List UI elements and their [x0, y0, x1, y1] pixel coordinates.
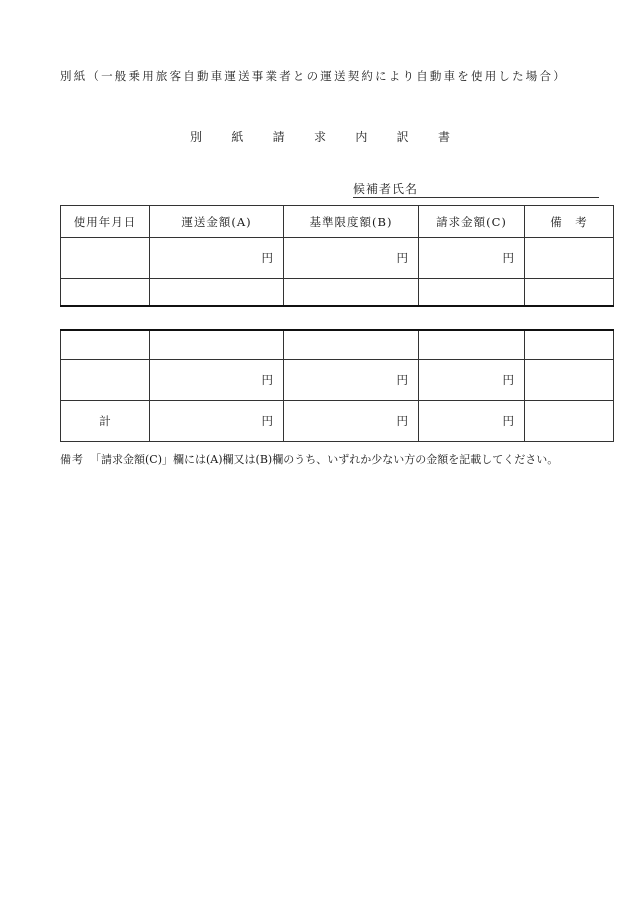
date-cell[interactable]	[61, 238, 150, 279]
title-char: 内	[355, 130, 368, 144]
claim-c-cell[interactable]	[419, 279, 525, 307]
yen-unit: 円	[502, 251, 514, 265]
title-char: 書	[437, 130, 450, 144]
date-cell[interactable]	[61, 330, 150, 360]
limit-b-cell[interactable]	[284, 360, 419, 401]
expense-table-bottom	[60, 329, 614, 442]
limit-b-cell[interactable]	[284, 330, 419, 360]
document-header: 別紙（一般乗用旅客自動車運送事業者との運送契約により自動車を使用した場合）	[60, 69, 567, 83]
claim-c-cell[interactable]	[419, 238, 525, 279]
column-header-date: 使用年月日	[61, 206, 150, 238]
yen-unit: 円	[502, 414, 514, 428]
notes-cell[interactable]	[525, 279, 614, 307]
column-header-fare-a: 運送金額(A)	[150, 206, 284, 238]
total-notes-cell[interactable]	[525, 401, 614, 442]
yen-unit: 円	[261, 251, 273, 265]
title-char: 紙	[231, 130, 244, 144]
total-fare-a-cell[interactable]	[150, 401, 284, 442]
title-char: 訳	[396, 130, 409, 144]
candidate-name-field[interactable]	[353, 180, 599, 198]
expense-table-top	[60, 205, 614, 307]
table-row	[61, 238, 614, 279]
claim-c-cell[interactable]	[419, 360, 525, 401]
notes-cell[interactable]	[525, 330, 614, 360]
table-row	[61, 330, 614, 360]
table-row	[61, 279, 614, 307]
fare-a-cell[interactable]	[150, 279, 284, 307]
yen-unit: 円	[502, 373, 514, 387]
document-title	[190, 128, 450, 145]
candidate-name-label: 候補者氏名	[353, 182, 419, 196]
yen-unit: 円	[396, 251, 408, 265]
yen-unit: 円	[396, 414, 408, 428]
title-char: 請	[272, 130, 285, 144]
fare-a-cell[interactable]	[150, 238, 284, 279]
total-label: 計	[61, 401, 150, 442]
claim-c-cell[interactable]	[419, 330, 525, 360]
yen-unit: 円	[396, 373, 408, 387]
yen-unit: 円	[261, 373, 273, 387]
total-limit-b-cell[interactable]	[284, 401, 419, 442]
column-header-claim-c: 請求金額(C)	[419, 206, 525, 238]
total-claim-c-cell[interactable]	[419, 401, 525, 442]
fare-a-cell[interactable]	[150, 330, 284, 360]
notes-cell[interactable]	[525, 238, 614, 279]
yen-unit: 円	[261, 414, 273, 428]
table-row	[61, 360, 614, 401]
limit-b-cell[interactable]	[284, 279, 419, 307]
title-char: 求	[313, 130, 326, 144]
title-char: 別	[190, 130, 203, 144]
remark-note	[60, 451, 558, 467]
column-header-notes: 備 考	[525, 206, 614, 238]
table-header-row	[61, 206, 614, 238]
date-cell[interactable]	[61, 279, 150, 307]
column-header-limit-b: 基準限度額(B)	[284, 206, 419, 238]
notes-cell[interactable]	[525, 360, 614, 401]
remark-text: 「請求金額(C)」欄には(A)欄又は(B)欄のうち、いずれか少ない方の金額を記載してください。	[90, 453, 559, 466]
date-cell[interactable]	[61, 360, 150, 401]
fare-a-cell[interactable]	[150, 360, 284, 401]
total-row	[61, 401, 614, 442]
limit-b-cell[interactable]	[284, 238, 419, 279]
remark-label: 備考	[60, 453, 84, 466]
